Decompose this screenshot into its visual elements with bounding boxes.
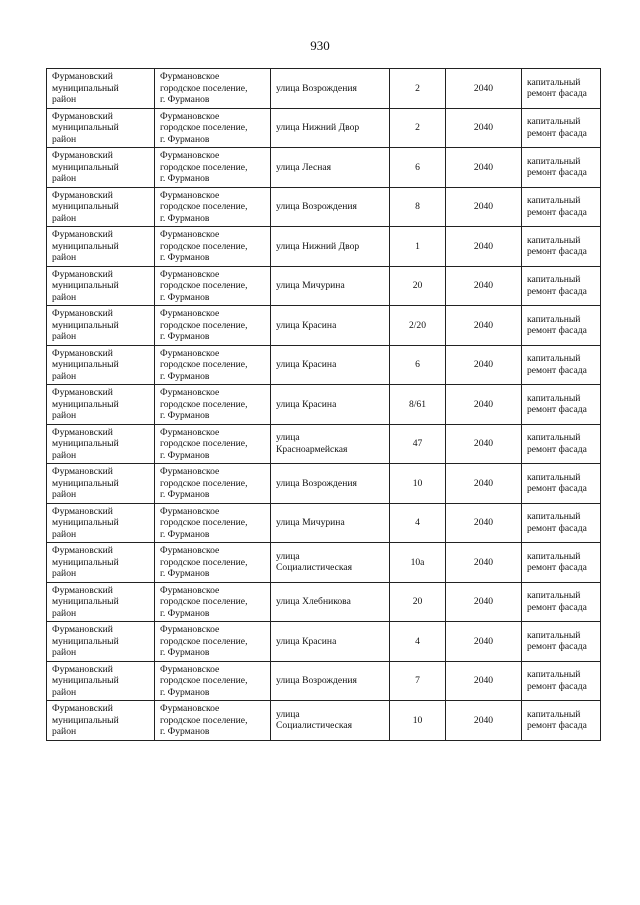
settlement-line: Фурмановское — [160, 663, 220, 675]
district-line: район — [52, 370, 77, 382]
work-type-line: капитальный — [527, 392, 581, 404]
year-cell: 2040 — [446, 187, 522, 227]
settlement-line: г. Фурманов — [160, 291, 210, 303]
settlement-line: городское поселение, — [160, 161, 248, 173]
work-type-cell — [522, 227, 601, 267]
house-number-cell: 10 — [390, 701, 446, 741]
street-line: улица — [276, 550, 300, 562]
work-type-line: ремонт фасада — [527, 325, 587, 337]
table-row — [47, 266, 601, 306]
work-type-line: ремонт фасада — [527, 285, 587, 297]
district-cell — [47, 69, 155, 109]
settlement-line: г. Фурманов — [160, 726, 210, 737]
work-type-line: ремонт фасада — [527, 483, 587, 495]
work-type-line: ремонт фасада — [527, 680, 587, 692]
street-line: улица Лесная — [276, 161, 332, 173]
street-line: улица Красина — [276, 635, 337, 647]
work-type-line: ремонт фасада — [527, 522, 587, 534]
house-number-cell: 6 — [390, 345, 446, 385]
house-number-cell: 2 — [390, 69, 446, 109]
street-line: улица Нижний Двор — [276, 122, 360, 133]
settlement-cell — [155, 701, 271, 741]
street-line: улица Возрождения — [276, 477, 357, 489]
settlement-cell — [155, 148, 271, 188]
settlement-line: г. Фурманов — [160, 528, 210, 540]
work-type-line: капитальный — [527, 116, 581, 128]
year-cell: 2040 — [446, 69, 522, 109]
work-type-line: ремонт фасада — [527, 364, 587, 376]
district-line: район — [52, 252, 77, 263]
street-cell — [271, 582, 390, 622]
work-type-line: ремонт фасада — [527, 562, 587, 574]
district-cell — [47, 701, 155, 741]
settlement-line: Фурмановское — [160, 624, 220, 635]
work-type-line: ремонт фасада — [527, 404, 587, 416]
street-line: улица — [276, 708, 300, 720]
settlement-line: г. Фурманов — [160, 331, 210, 342]
district-line: муниципальный — [52, 161, 119, 173]
settlement-line: городское поселение, — [160, 635, 248, 647]
settlement-line: Фурмановское — [160, 189, 220, 201]
repair-schedule-table — [46, 68, 601, 741]
settlement-line: г. Фурманов — [160, 94, 210, 105]
street-line: улица Красина — [276, 398, 337, 410]
year-cell: 2040 — [446, 582, 522, 622]
table-row — [47, 108, 601, 148]
street-cell — [271, 345, 390, 385]
house-number-cell: 4 — [390, 622, 446, 662]
district-line: Фурмановский — [52, 150, 113, 161]
settlement-line: Фурмановское — [160, 426, 220, 438]
district-cell — [47, 227, 155, 267]
district-line: муниципальный — [52, 477, 119, 489]
house-number-cell: 20 — [390, 266, 446, 306]
street-cell — [271, 385, 390, 425]
settlement-line: городское поселение, — [160, 477, 248, 489]
district-line: Фурмановский — [52, 268, 113, 280]
settlement-line: г. Фурманов — [160, 686, 210, 698]
settlement-cell — [155, 227, 271, 267]
settlement-cell — [155, 582, 271, 622]
work-type-cell — [522, 701, 601, 741]
district-cell — [47, 306, 155, 346]
table-row — [47, 582, 601, 622]
district-cell — [47, 266, 155, 306]
settlement-line: г. Фурманов — [160, 173, 210, 184]
settlement-line: городское поселение, — [160, 280, 248, 291]
year-cell: 2040 — [446, 345, 522, 385]
work-type-cell — [522, 503, 601, 543]
year-cell: 2040 — [446, 622, 522, 662]
house-number-cell: 20 — [390, 582, 446, 622]
house-number-cell: 1 — [390, 227, 446, 267]
settlement-line: г. Фурманов — [160, 647, 210, 658]
work-type-line: капитальный — [527, 313, 581, 325]
district-line: Фурмановский — [52, 387, 113, 398]
street-cell — [271, 227, 390, 267]
settlement-line: г. Фурманов — [160, 410, 210, 421]
house-number-cell: 7 — [390, 661, 446, 701]
settlement-line: г. Фурманов — [160, 133, 210, 145]
settlement-cell — [155, 464, 271, 504]
district-cell — [47, 503, 155, 543]
settlement-line: Фурмановское — [160, 308, 220, 319]
street-line: улица Мичурина — [276, 280, 345, 291]
street-line: Социалистическая — [276, 720, 353, 732]
district-line: муниципальный — [52, 82, 119, 94]
district-line: муниципальный — [52, 438, 119, 449]
settlement-cell — [155, 345, 271, 385]
settlement-line: г. Фурманов — [160, 252, 210, 263]
settlement-line: г. Фурманов — [160, 568, 210, 579]
street-line: улица Красина — [276, 359, 337, 370]
work-type-cell — [522, 345, 601, 385]
year-cell: 2040 — [446, 661, 522, 701]
table-row — [47, 424, 601, 464]
work-type-line: капитальный — [527, 511, 581, 523]
house-number-cell: 8/61 — [390, 385, 446, 425]
district-cell — [47, 424, 155, 464]
table-row — [47, 69, 601, 109]
district-line: Фурмановский — [52, 624, 113, 635]
district-line: район — [52, 449, 77, 461]
work-type-line: капитальный — [527, 590, 581, 602]
settlement-line: Фурмановское — [160, 268, 220, 280]
district-line: Фурмановский — [52, 347, 113, 359]
settlement-line: г. Фурманов — [160, 607, 210, 619]
year-cell: 2040 — [446, 148, 522, 188]
settlement-cell — [155, 385, 271, 425]
settlement-cell — [155, 661, 271, 701]
district-line: район — [52, 173, 77, 184]
work-type-cell — [522, 622, 601, 662]
settlement-cell — [155, 424, 271, 464]
settlement-line: Фурмановское — [160, 545, 220, 556]
district-line: муниципальный — [52, 240, 119, 252]
street-cell — [271, 266, 390, 306]
table-body — [47, 69, 601, 741]
table-row — [47, 622, 601, 662]
settlement-cell — [155, 543, 271, 583]
settlement-line: Фурмановское — [160, 110, 220, 122]
district-line: Фурмановский — [52, 229, 113, 240]
work-type-line: капитальный — [527, 669, 581, 681]
district-line: район — [52, 489, 77, 500]
district-line: Фурмановский — [52, 545, 113, 556]
settlement-cell — [155, 69, 271, 109]
work-type-line: капитальный — [527, 471, 581, 483]
work-type-line: капитальный — [527, 76, 581, 88]
house-number-cell: 8 — [390, 187, 446, 227]
year-cell: 2040 — [446, 266, 522, 306]
street-cell — [271, 108, 390, 148]
street-line: улица Нижний Двор — [276, 240, 360, 252]
settlement-line: Фурмановское — [160, 466, 220, 477]
district-cell — [47, 661, 155, 701]
district-line: Фурмановский — [52, 703, 113, 714]
settlement-line: городское поселение, — [160, 596, 248, 607]
work-type-cell — [522, 464, 601, 504]
district-cell — [47, 345, 155, 385]
street-cell — [271, 661, 390, 701]
street-line: улица Мичурина — [276, 517, 345, 528]
district-line: Фурмановский — [52, 426, 113, 438]
year-cell: 2040 — [446, 385, 522, 425]
work-type-line: капитальный — [527, 274, 581, 286]
work-type-line: ремонт фасада — [527, 206, 587, 218]
district-line: район — [52, 726, 77, 737]
street-cell — [271, 622, 390, 662]
work-type-line: ремонт фасада — [527, 641, 587, 653]
street-cell — [271, 424, 390, 464]
work-type-line: капитальный — [527, 432, 581, 444]
street-cell — [271, 148, 390, 188]
work-type-cell — [522, 543, 601, 583]
house-number-cell: 4 — [390, 503, 446, 543]
table-row — [47, 345, 601, 385]
work-type-cell — [522, 424, 601, 464]
street-line: Красноармейская — [276, 443, 348, 455]
district-line: Фурмановский — [52, 189, 113, 201]
district-line: район — [52, 568, 77, 579]
street-line: улица Возрождения — [276, 82, 357, 94]
settlement-line: городское поселение, — [160, 556, 248, 568]
settlement-line: Фурмановское — [160, 584, 220, 596]
street-cell — [271, 187, 390, 227]
work-type-line: капитальный — [527, 155, 581, 167]
district-line: район — [52, 291, 77, 303]
year-cell: 2040 — [446, 543, 522, 583]
street-cell — [271, 503, 390, 543]
settlement-line: городское поселение, — [160, 398, 248, 410]
settlement-cell — [155, 108, 271, 148]
settlement-line: городское поселение, — [160, 714, 248, 726]
work-type-line: капитальный — [527, 234, 581, 246]
work-type-cell — [522, 266, 601, 306]
district-line: Фурмановский — [52, 466, 113, 477]
settlement-line: городское поселение, — [160, 438, 248, 449]
district-line: Фурмановский — [52, 308, 113, 319]
settlement-line: Фурмановское — [160, 71, 220, 82]
district-line: район — [52, 212, 77, 224]
house-number-cell: 2/20 — [390, 306, 446, 346]
street-cell — [271, 69, 390, 109]
district-line: Фурмановский — [52, 71, 113, 82]
settlement-cell — [155, 622, 271, 662]
district-line: муниципальный — [52, 201, 119, 212]
table-row — [47, 187, 601, 227]
work-type-line: ремонт фасада — [527, 167, 587, 179]
settlement-line: г. Фурманов — [160, 489, 210, 500]
settlement-line: Фурмановское — [160, 387, 220, 398]
work-type-cell — [522, 582, 601, 622]
table-row — [47, 227, 601, 267]
page-number: 930 — [310, 38, 330, 53]
district-line: муниципальный — [52, 596, 119, 607]
settlement-line: городское поселение, — [160, 240, 248, 252]
work-type-line: ремонт фасада — [527, 88, 587, 100]
district-line: район — [52, 331, 77, 342]
table-row — [47, 385, 601, 425]
street-cell — [271, 701, 390, 741]
work-type-cell — [522, 661, 601, 701]
district-line: Фурмановский — [52, 584, 113, 596]
year-cell: 2040 — [446, 464, 522, 504]
street-line: улица Красина — [276, 319, 337, 331]
year-cell: 2040 — [446, 424, 522, 464]
work-type-cell — [522, 385, 601, 425]
street-line: улица — [276, 432, 300, 444]
work-type-line: капитальный — [527, 629, 581, 641]
work-type-cell — [522, 148, 601, 188]
district-cell — [47, 543, 155, 583]
district-line: муниципальный — [52, 122, 119, 133]
settlement-line: Фурмановское — [160, 229, 220, 240]
table-row — [47, 503, 601, 543]
district-line: Фурмановский — [52, 110, 113, 122]
district-line: муниципальный — [52, 280, 119, 291]
work-type-cell — [522, 187, 601, 227]
settlement-line: Фурмановское — [160, 703, 220, 714]
work-type-cell — [522, 69, 601, 109]
settlement-cell — [155, 266, 271, 306]
district-cell — [47, 148, 155, 188]
district-line: район — [52, 94, 77, 105]
district-line: район — [52, 686, 77, 698]
year-cell: 2040 — [446, 503, 522, 543]
settlement-line: Фурмановское — [160, 150, 220, 161]
year-cell: 2040 — [446, 701, 522, 741]
district-line: муниципальный — [52, 398, 119, 410]
work-type-line: ремонт фасада — [527, 601, 587, 613]
work-type-line: капитальный — [527, 195, 581, 207]
work-type-line: ремонт фасада — [527, 720, 587, 732]
house-number-cell: 47 — [390, 424, 446, 464]
street-line: улица Возрождения — [276, 201, 357, 212]
settlement-cell — [155, 306, 271, 346]
district-line: муниципальный — [52, 675, 119, 686]
district-cell — [47, 464, 155, 504]
settlement-line: городское поселение, — [160, 675, 248, 686]
district-line: район — [52, 647, 77, 658]
table-row — [47, 661, 601, 701]
district-line: район — [52, 133, 77, 145]
house-number-cell: 2 — [390, 108, 446, 148]
house-number-cell: 6 — [390, 148, 446, 188]
settlement-line: Фурмановское — [160, 505, 220, 517]
district-line: Фурмановский — [52, 505, 113, 517]
settlement-cell — [155, 187, 271, 227]
district-line: муниципальный — [52, 714, 119, 726]
district-line: муниципальный — [52, 319, 119, 331]
work-type-cell — [522, 108, 601, 148]
table-row — [47, 306, 601, 346]
street-line: улица Возрождения — [276, 675, 357, 686]
settlement-line: городское поселение, — [160, 517, 248, 528]
district-line: муниципальный — [52, 556, 119, 568]
district-cell — [47, 385, 155, 425]
district-cell — [47, 622, 155, 662]
district-cell — [47, 108, 155, 148]
work-type-line: ремонт фасада — [527, 443, 587, 455]
district-line: муниципальный — [52, 517, 119, 528]
table-row — [47, 148, 601, 188]
street-cell — [271, 543, 390, 583]
street-cell — [271, 306, 390, 346]
street-line: Социалистическая — [276, 562, 353, 574]
district-cell — [47, 582, 155, 622]
year-cell: 2040 — [446, 108, 522, 148]
house-number-cell: 10а — [390, 543, 446, 583]
district-cell — [47, 187, 155, 227]
district-line: район — [52, 607, 77, 619]
table-row — [47, 701, 601, 741]
settlement-line: городское поселение, — [160, 201, 248, 212]
settlement-line: городское поселение, — [160, 82, 248, 94]
district-line: район — [52, 410, 77, 421]
street-line: улица Хлебникова — [276, 596, 351, 607]
year-cell: 2040 — [446, 306, 522, 346]
settlement-cell — [155, 503, 271, 543]
settlement-line: городское поселение, — [160, 122, 248, 133]
year-cell: 2040 — [446, 227, 522, 267]
district-line: Фурмановский — [52, 663, 113, 675]
settlement-line: городское поселение, — [160, 359, 248, 370]
table-row — [47, 464, 601, 504]
settlement-line: городское поселение, — [160, 319, 248, 331]
work-type-line: капитальный — [527, 708, 581, 720]
street-cell — [271, 464, 390, 504]
work-type-line: ремонт фасада — [527, 127, 587, 139]
settlement-line: Фурмановское — [160, 347, 220, 359]
work-type-line: ремонт фасада — [527, 246, 587, 258]
table-row — [47, 543, 601, 583]
district-line: муниципальный — [52, 359, 119, 370]
district-line: муниципальный — [52, 635, 119, 647]
settlement-line: г. Фурманов — [160, 370, 210, 382]
house-number-cell: 10 — [390, 464, 446, 504]
work-type-line: капитальный — [527, 550, 581, 562]
work-type-cell — [522, 306, 601, 346]
work-type-line: капитальный — [527, 353, 581, 365]
settlement-line: г. Фурманов — [160, 449, 210, 461]
district-line: район — [52, 528, 77, 540]
settlement-line: г. Фурманов — [160, 212, 210, 224]
